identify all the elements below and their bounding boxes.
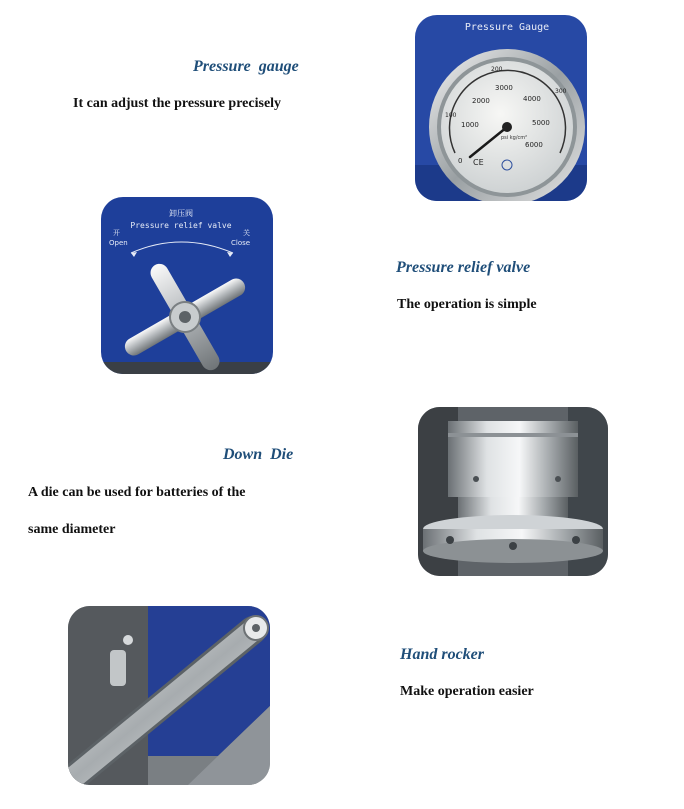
hand-rocker-title: Hand rocker [400,646,484,663]
pressure-gauge-description: It can adjust the pressure precisely [73,96,282,111]
gauge-scale-200: 200 [491,66,503,73]
valve-open-label: Open [109,239,128,247]
down-die-description-line-2: same diameter [28,522,116,537]
gauge-ce-mark: CE [473,158,484,167]
valve-close-label: Close [231,239,251,247]
gauge-scale-0: 0 [458,157,463,165]
gauge-scale-100: 100 [445,112,457,119]
gauge-scale-5000: 5000 [532,119,550,127]
gauge-scale-4000: 4000 [523,95,541,103]
gauge-scale-300: 300 [555,88,567,95]
gauge-scale-1000: 1000 [461,121,479,129]
gauge-header-label: Pressure Gauge [464,22,550,33]
pressure-relief-valve-title: Pressure relief valve [396,259,531,276]
gauge-unit: psi kg/cm² [501,135,528,141]
down-die-title: Down Die [223,446,294,463]
valve-panel-label: Pressure relief valve [130,221,232,230]
pressure-gauge-photo [415,15,587,201]
valve-close-cn: 关 [243,229,250,237]
gauge-scale-6000: 6000 [525,141,543,149]
down-die-description-line-1: A die can be used for batteries of the [28,485,246,500]
gauge-scale-3000: 3000 [495,84,513,92]
hand-rocker-photo [68,606,270,785]
valve-open-cn: 开 [113,229,120,237]
pressure-relief-valve-description: The operation is simple [397,297,537,312]
gauge-scale-2000: 2000 [472,97,490,105]
pressure-relief-valve-photo [101,197,273,374]
valve-chinese-label: 卸压阀 [169,209,193,218]
hand-rocker-description: Make operation easier [400,684,534,699]
pressure-gauge-title: Pressure gauge [193,58,299,75]
down-die-photo [418,407,608,576]
